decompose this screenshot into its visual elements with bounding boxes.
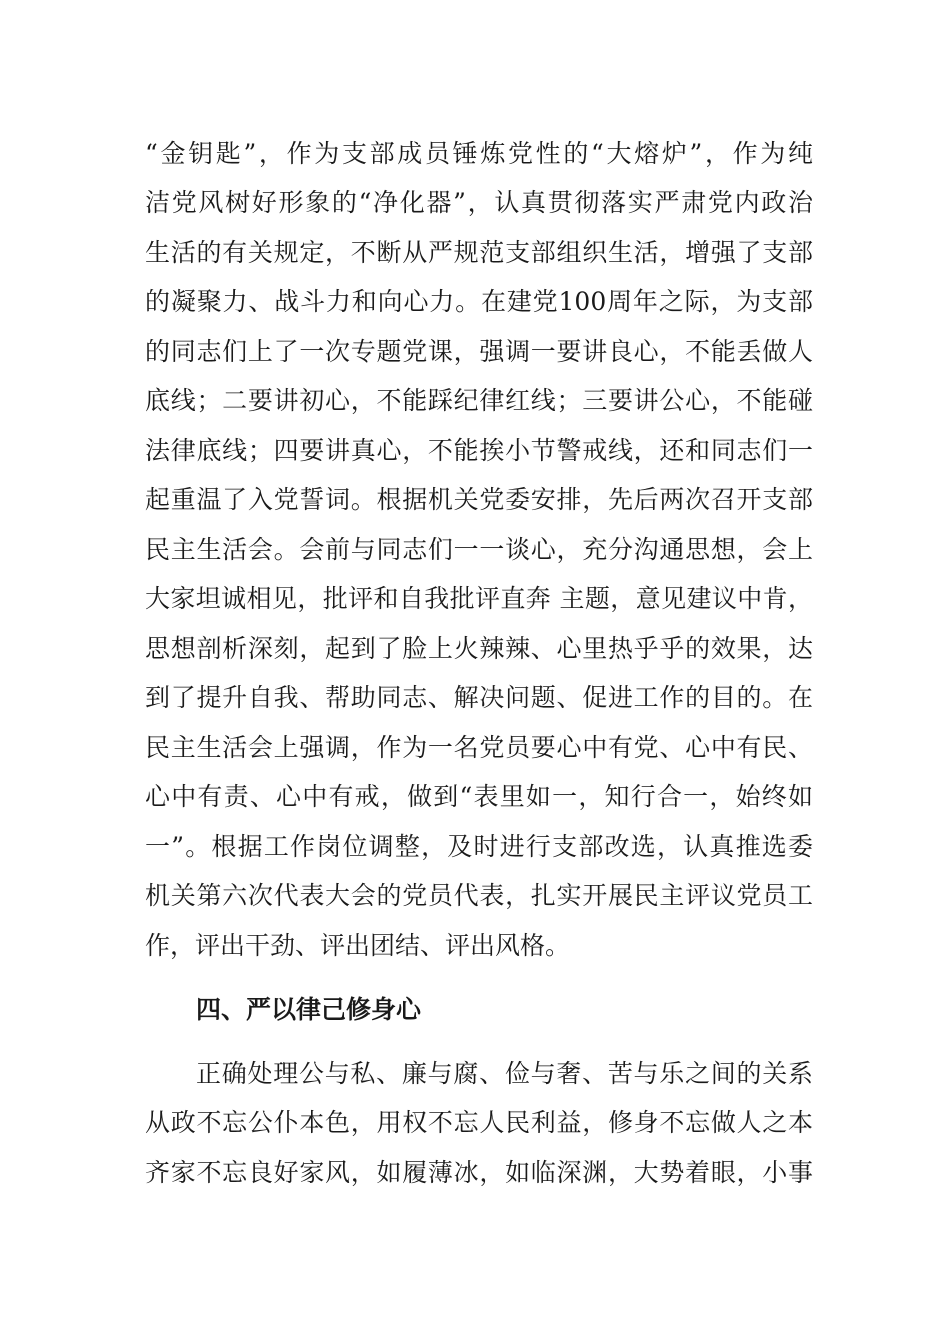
- paragraph-line: 作，评出干劲、评出团结、评出风格。: [145, 931, 571, 960]
- paragraph-line: 大家坦诚相见，批评和自我批评直奔 主题，意见建议中肯，: [145, 584, 813, 613]
- paragraph-line: 心中有责、心中有戒，做到“表里如一，知行合一，始终如: [145, 782, 813, 811]
- paragraph-line: 从政不忘公仆本色，用权不忘人民利益，修身不忘做人之本: [145, 1108, 813, 1137]
- paragraph-line: 的凝聚力、战斗力和向心力。在建党100周年之际，为支部: [145, 287, 813, 316]
- paragraph-line: 到了提升自我、帮助同志、解决问题、促进工作的目的。在: [145, 683, 813, 712]
- section-heading: 四、严以律己修身心: [196, 995, 422, 1024]
- paragraph-line: “金钥匙”，作为支部成员锤炼党性的“大熔炉”，作为纯: [145, 139, 813, 168]
- paragraph-line: 法律底线；四要讲真心，不能挨小节警戒线，还和同志们一: [145, 436, 813, 465]
- paragraph-line: 民主生活会上强调，作为一名党员要心中有党、心中有民、: [145, 733, 813, 762]
- paragraph-line: 起重温了入党誓词。根据机关党委安排，先后两次召开支部: [145, 485, 813, 514]
- paragraph-line: 一”。根据工作岗位调整，及时进行支部改选，认真推选委: [145, 832, 813, 861]
- paragraph-line: 正确处理公与私、廉与腐、俭与奢、苦与乐之间的关系: [196, 1059, 813, 1088]
- paragraph-line: 民主生活会。会前与同志们一一谈心，充分沟通思想，会上: [145, 535, 813, 564]
- paragraph-line: 底线；二要讲初心，不能踩纪律红线；三要讲公心，不能碰: [145, 386, 813, 415]
- paragraph-line: 思想剖析深刻，起到了脸上火辣辣、心里热乎乎的效果，达: [145, 634, 813, 663]
- paragraph-line: 洁党风树好形象的“净化器”，认真贯彻落实严肃党内政治: [145, 188, 813, 217]
- paragraph-line: 机关第六次代表大会的党员代表，扎实开展民主评议党员工: [145, 881, 813, 910]
- paragraph-line: 生活的有关规定，不断从严规范支部组织生活，增强了支部: [145, 238, 813, 267]
- paragraph-line: 的同志们上了一次专题党课，强调一要讲良心，不能丢做人: [145, 337, 813, 366]
- paragraph-line: 齐家不忘良好家风，如履薄冰，如临深渊，大势着眼，小事: [145, 1158, 813, 1187]
